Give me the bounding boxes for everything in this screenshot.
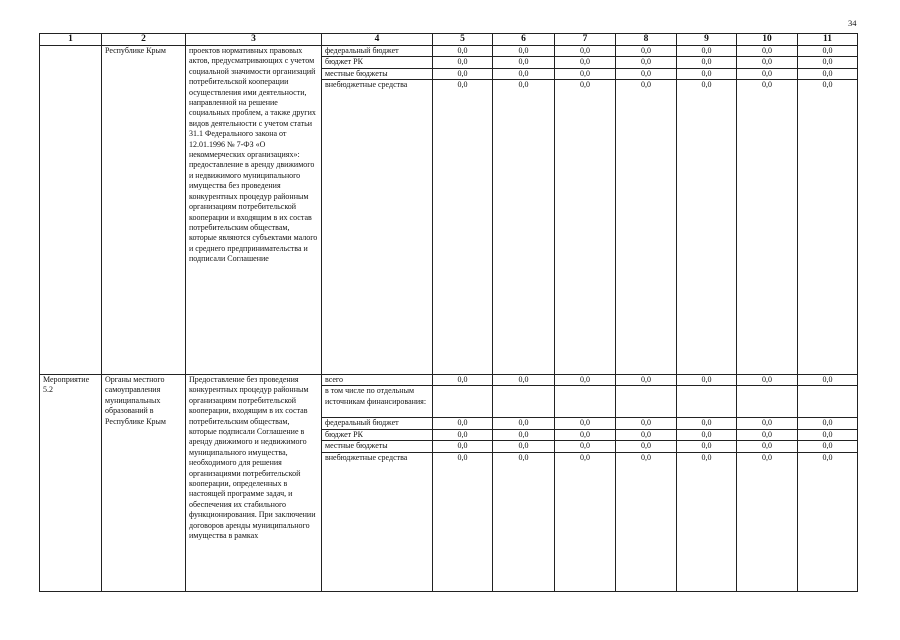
value-cell: 0,0 [493, 429, 555, 440]
filler-cell [677, 463, 737, 592]
source-label: местные бюджеты [322, 68, 433, 79]
value-cell: 0,0 [798, 429, 858, 440]
value-cell: 0,0 [677, 80, 737, 91]
value-cell: 0,0 [798, 374, 858, 385]
value-cell: 0,0 [433, 68, 493, 79]
filler-cell [616, 91, 677, 375]
value-cell: 0,0 [798, 441, 858, 452]
value-cell: 0,0 [616, 68, 677, 79]
filler-cell [737, 463, 798, 592]
filler-cell [322, 91, 433, 375]
value-cell: 0,0 [798, 452, 858, 463]
value-cell: 0,0 [737, 441, 798, 452]
value-cell: 0,0 [677, 429, 737, 440]
value-cell: 0,0 [433, 80, 493, 91]
value-cell [677, 386, 737, 418]
page-number: 34 [848, 18, 857, 28]
block1-responsible: Республике Крым [102, 46, 186, 375]
header-col-10: 10 [737, 34, 798, 46]
filler-cell [555, 463, 616, 592]
header-row [40, 34, 858, 46]
value-cell: 0,0 [493, 68, 555, 79]
value-cell [433, 386, 493, 418]
value-cell: 0,0 [677, 418, 737, 429]
block2-description: Предоставление без проведения конкурентных процедур районным организациям потребительской кооперации, входящим в их состав потребительским обществам, которые подписали Соглашение в аренду движимого и недвижимого муниципального имущества, необходимого для решения организациями потребительской кооперации, определенных в настоящей программе задач, и обеспечения их стабильного функционирования. При заключении договоров аренды муниципального имущества в рамках [186, 374, 322, 591]
filler-cell [433, 463, 493, 592]
budget-table [39, 33, 858, 592]
value-cell: 0,0 [616, 452, 677, 463]
value-cell: 0,0 [616, 57, 677, 68]
filler-cell [798, 463, 858, 592]
value-cell: 0,0 [616, 441, 677, 452]
value-cell: 0,0 [555, 429, 616, 440]
value-cell: 0,0 [555, 68, 616, 79]
value-cell: 0,0 [555, 80, 616, 91]
value-cell: 0,0 [555, 452, 616, 463]
header-col-9: 9 [677, 34, 737, 46]
value-cell: 0,0 [737, 452, 798, 463]
value-cell: 0,0 [798, 418, 858, 429]
value-cell: 0,0 [493, 46, 555, 57]
header-col-1: 1 [40, 34, 102, 46]
value-cell [555, 386, 616, 418]
source-label: внебюджетные средства [322, 80, 433, 91]
value-cell: 0,0 [677, 68, 737, 79]
header-col-8: 8 [616, 34, 677, 46]
block2-measure: Мероприятие 5.2 [40, 374, 102, 591]
value-cell: 0,0 [616, 429, 677, 440]
value-cell: 0,0 [433, 46, 493, 57]
value-cell: 0,0 [616, 80, 677, 91]
filler-cell [433, 91, 493, 375]
value-cell: 0,0 [677, 452, 737, 463]
table-row [40, 374, 858, 385]
header-col-6: 6 [493, 34, 555, 46]
value-cell: 0,0 [493, 452, 555, 463]
value-cell: 0,0 [493, 418, 555, 429]
value-cell: 0,0 [616, 374, 677, 385]
header-col-4: 4 [322, 34, 433, 46]
including-label: в том числе по отдельным источникам финансирования: [322, 386, 433, 418]
filler-cell [798, 91, 858, 375]
table-row [40, 46, 858, 57]
header-col-3: 3 [186, 34, 322, 46]
filler-cell [493, 463, 555, 592]
value-cell: 0,0 [493, 80, 555, 91]
value-cell: 0,0 [798, 46, 858, 57]
filler-cell [737, 91, 798, 375]
value-cell [493, 386, 555, 418]
block2-responsible: Органы местного самоуправления муниципальных образований в Республике Крым [102, 374, 186, 591]
value-cell: 0,0 [737, 429, 798, 440]
filler-cell [493, 91, 555, 375]
header-col-11: 11 [798, 34, 858, 46]
value-cell: 0,0 [798, 80, 858, 91]
filler-cell [677, 91, 737, 375]
value-cell: 0,0 [433, 441, 493, 452]
block1-description: проектов нормативных правовых актов, предусматривающих с учетом социальной значимости организаций потребительской кооперации осуществления ими деятельности, направленной на решение социальных проблем, а также других видов деятельности с учетом статьи 31.1 Федерального закона от 12.01.1996 № 7-ФЗ «О некоммерческих организациях»: предоставление в аренду движимого и недвижимого муниципального имущества без проведения конкурентных процедур районным организациям потребительской кооперации и входящим в их состав потребительским обществам, которые являются субъектами малого и среднего предпринимательства и подписали Соглашение [186, 46, 322, 375]
value-cell: 0,0 [677, 441, 737, 452]
value-cell: 0,0 [616, 418, 677, 429]
value-cell: 0,0 [555, 418, 616, 429]
header-col-5: 5 [433, 34, 493, 46]
source-label: федеральный бюджет [322, 46, 433, 57]
value-cell: 0,0 [433, 374, 493, 385]
value-cell: 0,0 [493, 57, 555, 68]
value-cell: 0,0 [555, 46, 616, 57]
value-cell: 0,0 [555, 57, 616, 68]
value-cell: 0,0 [677, 374, 737, 385]
filler-cell [555, 91, 616, 375]
source-label: бюджет РК [322, 57, 433, 68]
total-label: всего [322, 374, 433, 385]
value-cell: 0,0 [737, 57, 798, 68]
value-cell: 0,0 [493, 441, 555, 452]
value-cell: 0,0 [493, 374, 555, 385]
filler-cell [616, 463, 677, 592]
value-cell: 0,0 [737, 46, 798, 57]
filler-cell [322, 463, 433, 592]
value-cell: 0,0 [677, 57, 737, 68]
value-cell: 0,0 [737, 80, 798, 91]
value-cell: 0,0 [737, 68, 798, 79]
value-cell [798, 386, 858, 418]
value-cell: 0,0 [737, 374, 798, 385]
header-col-7: 7 [555, 34, 616, 46]
source-label: федеральный бюджет [322, 418, 433, 429]
value-cell: 0,0 [798, 68, 858, 79]
value-cell: 0,0 [433, 418, 493, 429]
value-cell: 0,0 [433, 57, 493, 68]
value-cell: 0,0 [433, 452, 493, 463]
value-cell: 0,0 [677, 46, 737, 57]
value-cell: 0,0 [798, 57, 858, 68]
value-cell: 0,0 [555, 441, 616, 452]
value-cell: 0,0 [616, 46, 677, 57]
value-cell: 0,0 [737, 418, 798, 429]
source-label: местные бюджеты [322, 441, 433, 452]
source-label: внебюджетные средства [322, 452, 433, 463]
value-cell: 0,0 [555, 374, 616, 385]
header-col-2: 2 [102, 34, 186, 46]
block1-col1 [40, 46, 102, 375]
source-label: бюджет РК [322, 429, 433, 440]
value-cell: 0,0 [433, 429, 493, 440]
value-cell [616, 386, 677, 418]
value-cell [737, 386, 798, 418]
